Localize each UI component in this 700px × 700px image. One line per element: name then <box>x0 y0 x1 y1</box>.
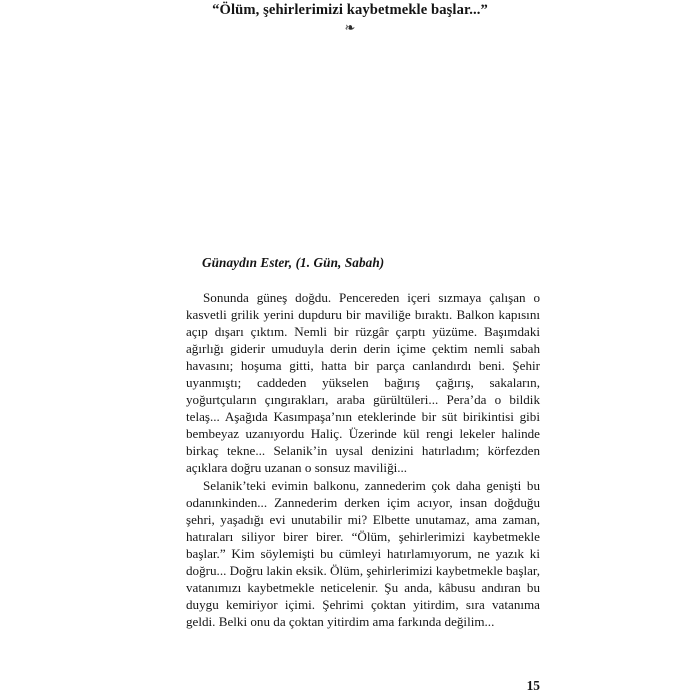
ornament-icon: ❧ <box>344 21 356 36</box>
page-number: 15 <box>526 678 540 693</box>
running-header: “Ölüm, şehirlerimizi kaybetmekle başlar...” <box>212 2 488 18</box>
body-paragraph: Selanik’teki evimin balkonu, zannederim çok daha genişti bu odanınkinden... Zannederim derken içim acıyor, insan doğduğu şehri, yaşadığı evi unutabilir mi? Elbette unutamaz, ama zaman, hatıraları siliyor birer birer. “Ölüm, şehirlerimizi kaybetmekle başlar.” Kim söylemişti bu cümleyi hatırlamıyorum, ne yazık ki doğru... Doğru lakin eksik. Ölüm, şehirlerimizi kaybetmekle başlar, vatanımızı kaybetmekle neticelenir. Şu anda, kâbusu andıran bu duygu kemiriyor içimi. Şehrimi çoktan yitirdim, sıra vatanıma geldi. Belki onu da çoktan yitirdim ama farkında değilim... <box>186 477 541 629</box>
section-heading: Günaydın Ester, (1. Gün, Sabah) <box>202 255 385 270</box>
text-block <box>186 255 540 630</box>
body-paragraph: Sonunda güneş doğdu. Pencereden içeri sızmaya çalışan o kasvetli grilik yerini dupduru bir maviliğe bıraktı. Balkon kapısını açıp dışarı çıktım. Nemli bir rüzgâr çarptı yüzüme. Başımdaki ağırlığı giderir umuduyla derin derin içime çektim nemli sabah havasını; hoşuma gitti, hatta bir parça canlandırdı beni. Şehir uyanmıştı; caddeden yükselen bağırış çağırış, sakaların, yoğurtçuların çıngırakları, araba gürültüleri... Pera’da o bildik telaş... Aşağıda Kasımpaşa’nın eteklerinde bir süt birikintisi gibi bembeyaz uzanıyordu Haliç. Üzerinde kül rengi lekeler halinde birkaç tekne... Selanik’in uysal denizini hatırladım; körfezden açıklara doğru uzanan o sonsuz maviliği... <box>186 290 540 476</box>
